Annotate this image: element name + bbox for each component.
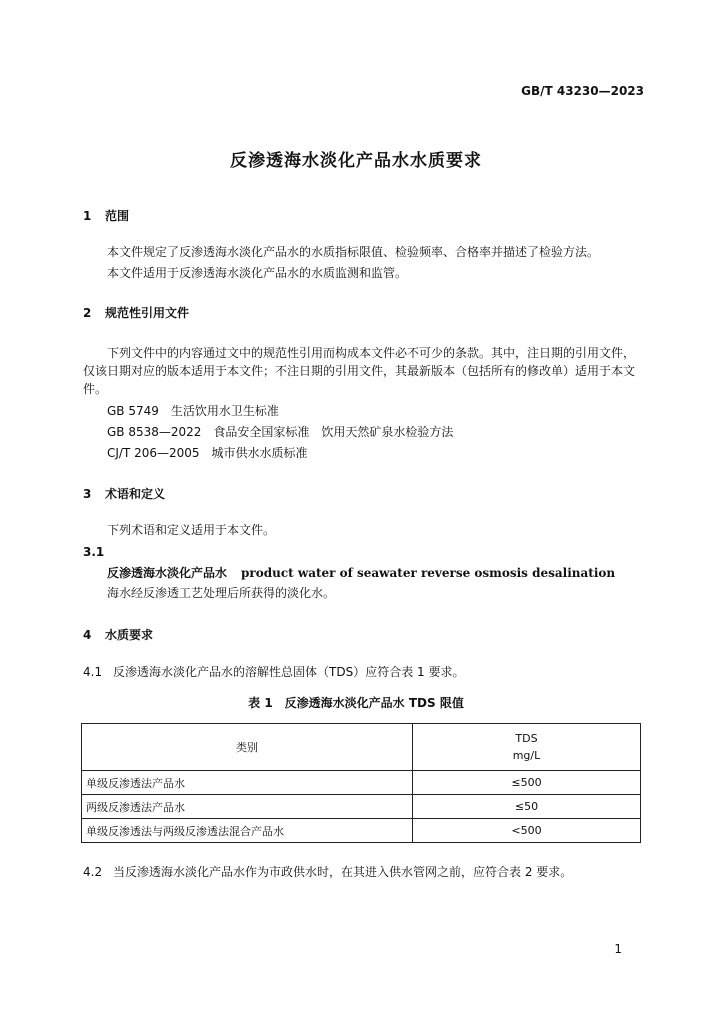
term-english: product water of seawater reverse osmosis desalination [241, 566, 616, 580]
table-header-row [82, 724, 641, 771]
section-title: 术语和定义 [105, 487, 166, 501]
section-number: 4 [83, 628, 92, 642]
section-3-paragraph: 下列术语和定义适用于本文件。 [107, 523, 276, 537]
table-row [82, 771, 641, 795]
clause-4-2 [83, 864, 572, 880]
category-cell: 两级反渗透法产品水 [82, 795, 413, 819]
reference-item: GB 8538—2022 食品安全国家标准 饮用天然矿泉水检验方法 [107, 425, 454, 439]
tds-label: TDS [515, 732, 538, 745]
table-caption: 表 1 反渗透海水淡化产品水 TDS 限值 [248, 696, 464, 710]
section-2-paragraph: 下列文件中的内容通过文中的规范性引用而构成本文件必不可少的条款。其中，注日期的引用文件，仅该日期对应的版本适用于本文件；不注日期的引用文件，其最新版本（包括所有的修改单）适用于本文件。 [83, 346, 636, 396]
page-number: 1 [614, 942, 622, 956]
term-number: 3.1 [83, 545, 105, 559]
tds-table [81, 723, 641, 843]
reference-item: GB 5749 生活饮用水卫生标准 [107, 404, 279, 418]
tds-value-cell: ≤50 [413, 795, 641, 819]
section-number: 3 [83, 487, 92, 501]
section-number: 2 [83, 306, 92, 320]
tds-unit: mg/L [512, 749, 541, 762]
reference-item: CJ/T 206—2005 城市供水水质标准 [107, 446, 308, 460]
tds-value-cell: <500 [413, 819, 641, 843]
section-1-paragraph-2: 本文件适用于反渗透海水淡化产品水的水质监测和监管。 [107, 266, 408, 280]
section-number: 1 [83, 209, 92, 223]
table-row [82, 795, 641, 819]
category-cell: 单级反渗透法产品水 [82, 771, 413, 795]
tds-value-cell: ≤500 [413, 771, 641, 795]
clause-4-1 [83, 664, 464, 680]
section-2-heading [83, 304, 189, 321]
clause-text: 反渗透海水淡化产品水的溶解性总固体（TDS）应符合表 1 要求。 [113, 665, 465, 679]
term-definition: 海水经反渗透工艺处理后所获得的淡化水。 [107, 586, 336, 600]
document-title: 反渗透海水淡化产品水水质要求 [230, 151, 482, 171]
clause-number: 4.1 [83, 665, 103, 679]
column-header-category: 类别 [82, 724, 413, 771]
section-title: 范围 [105, 209, 130, 223]
section-title: 水质要求 [105, 628, 154, 642]
column-header-tds [413, 724, 641, 771]
section-1-paragraph-1: 本文件规定了反渗透海水淡化产品水的水质指标限值、检验频率、合格率并描述了检验方法。 [107, 245, 600, 259]
clause-number: 4.2 [83, 865, 103, 879]
table-row [82, 819, 641, 843]
section-1-heading [83, 207, 129, 224]
term-chinese: 反渗透海水淡化产品水 [107, 566, 228, 580]
section-3-heading [83, 485, 165, 502]
standard-number: GB/T 43230—2023 [521, 84, 644, 98]
section-title: 规范性引用文件 [105, 306, 190, 320]
term-entry [107, 565, 615, 581]
section-4-heading [83, 626, 153, 643]
category-cell: 单级反渗透法与两级反渗透法混合产品水 [82, 819, 413, 843]
clause-text: 当反渗透海水淡化产品水作为市政供水时，在其进入供水管网之前，应符合表 2 要求。 [113, 865, 573, 879]
